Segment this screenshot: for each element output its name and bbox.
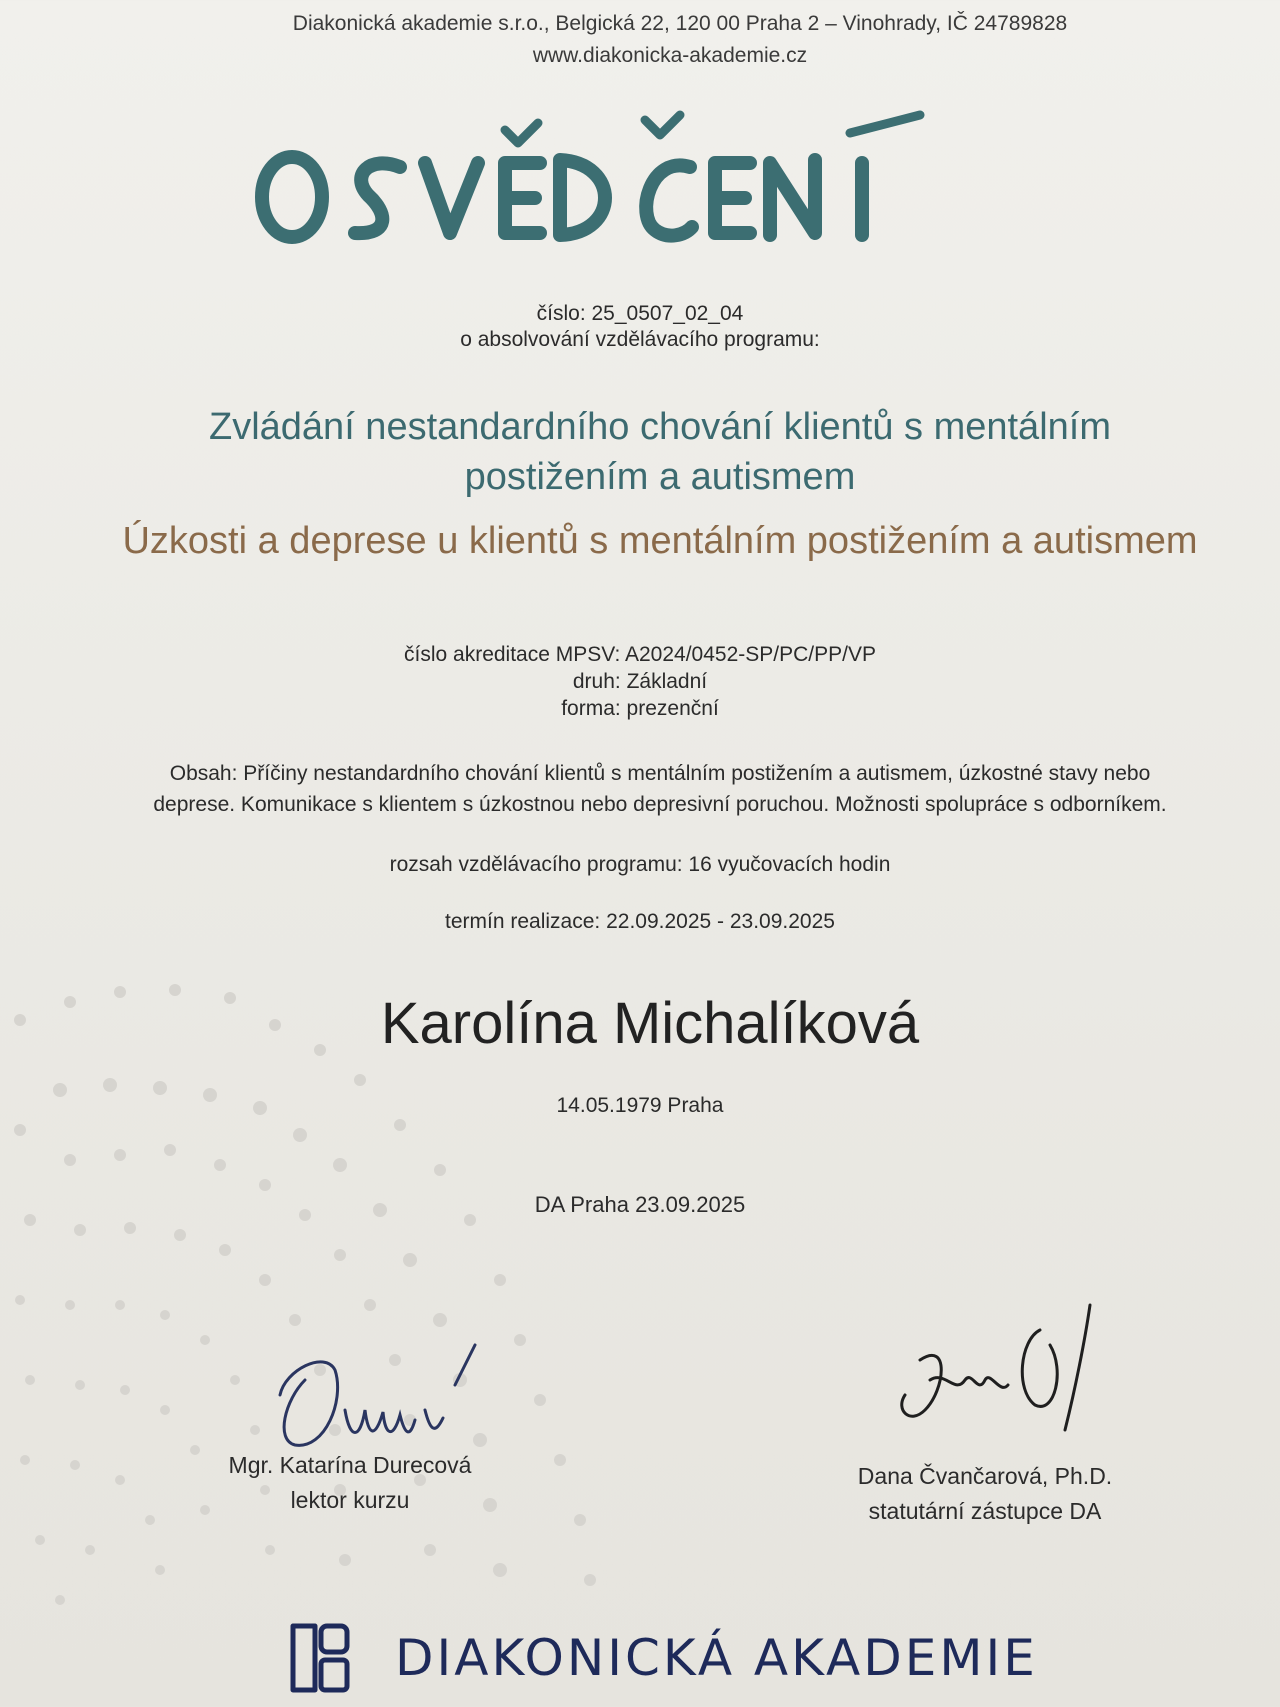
signer-left-role: lektor kurzu (290, 1487, 410, 1513)
website-line: www.diakonicka-akademie.cz (532, 44, 808, 67)
title-lettering (250, 105, 1050, 265)
signer-right (820, 1459, 1150, 1529)
program-kind: druh: Základní (572, 670, 708, 693)
issue-place-date: DA Praha 23.09.2025 (534, 1192, 746, 1217)
signature-right (890, 1300, 1110, 1440)
logo-mark-icon (285, 1618, 375, 1698)
signer-right-role: statutární zástupce DA (868, 1498, 1102, 1524)
program-form: forma: prezenční (561, 697, 719, 720)
logo-text: DIAKONICKÁ AKADEMIE (395, 1629, 1038, 1687)
accreditation-number: číslo akreditace MPSV: A2024/0452-SP/PC/PP/VP (404, 643, 876, 666)
recipient-name: Karolína Michalíková (380, 991, 920, 1056)
signer-left-name: Mgr. Katarína Durecová (228, 1452, 472, 1478)
signature-left (265, 1340, 495, 1460)
recipient-birth: 14.05.1979 Praha (556, 1094, 724, 1117)
certificate-number: číslo: 25_0507_02_04 (536, 302, 744, 325)
signer-right-name: Dana Čvančarová, Ph.D. (857, 1463, 1113, 1489)
program-term: termín realizace: 22.09.2025 - 23.09.2025 (445, 910, 835, 933)
signer-left (200, 1448, 500, 1518)
organization-line: Diakonická akademie s.r.o., Belgická 22, 120 00 Praha 2 – Vinohrady, IČ 24789828 (292, 12, 1068, 35)
certificate-about: o absolvování vzdělávacího programu: (460, 328, 820, 351)
program-subtitle: Úzkosti a deprese u klientů s mentálním postižením a autismem (122, 520, 1198, 562)
program-title: Zvládání nestandardního chování klientů s mentálním postižením a autismem (209, 406, 1111, 498)
program-content: Obsah: Příčiny nestandardního chování klientů s mentálním postižením a autismem, úzkostné stavy nebo deprese. Komunikace s klientem s úzkostnou nebo depresivní poruchou. Možnosti spolupráce s odborníkem. (153, 762, 1167, 816)
organization-logo (285, 1618, 1038, 1698)
program-scope: rozsah vzdělávacího programu: 16 vyučovacích hodin (389, 853, 891, 876)
decorative-dots (0, 960, 700, 1660)
